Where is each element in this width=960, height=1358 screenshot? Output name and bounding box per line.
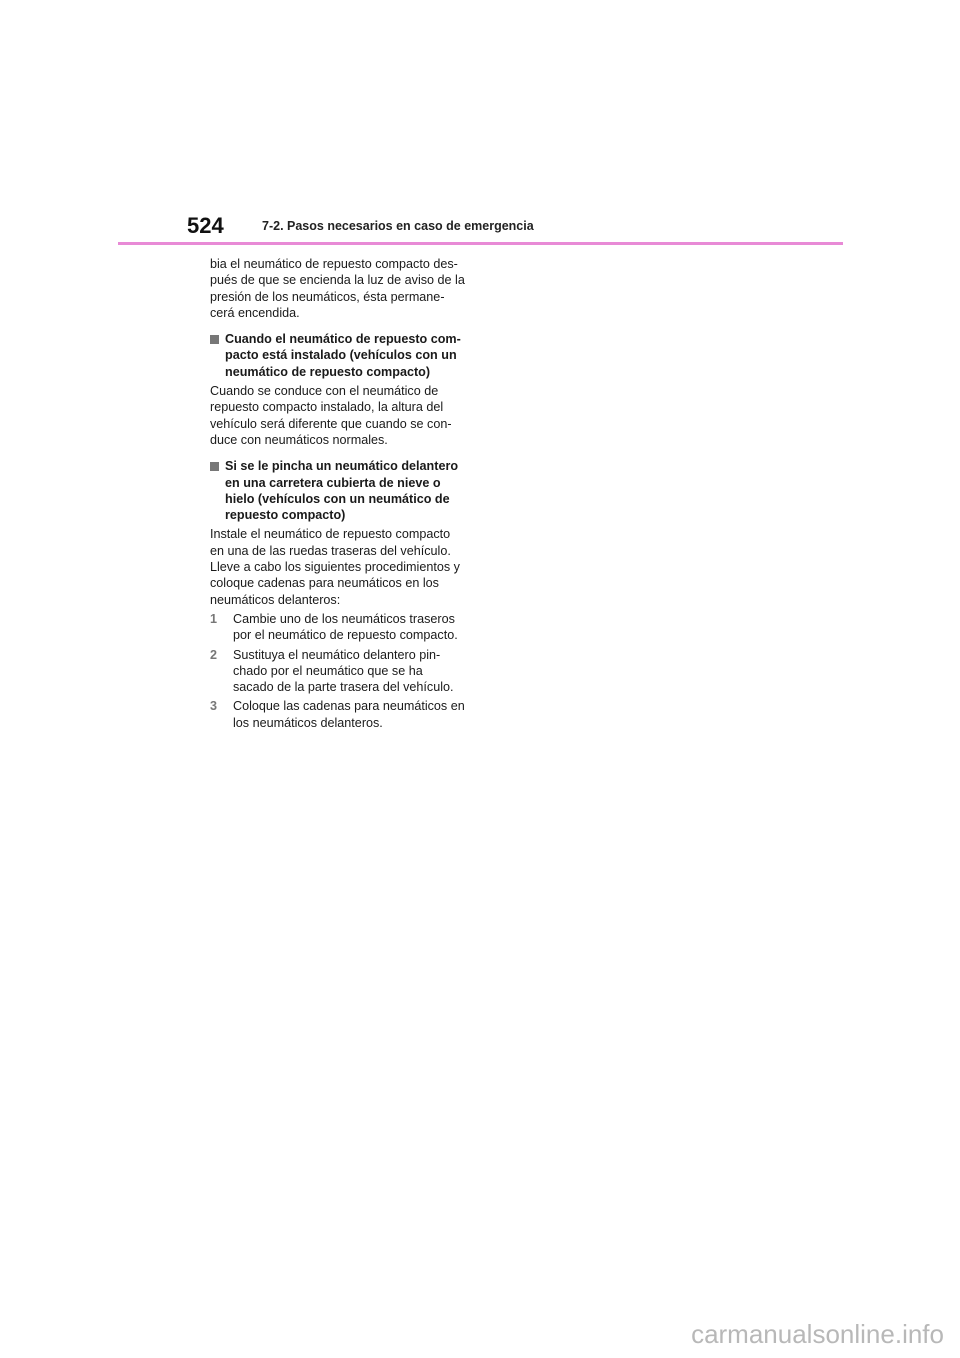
heading-line: en una carretera cubierta de nieve o	[225, 475, 441, 490]
step-line: por el neumático de repuesto compacto.	[233, 628, 458, 643]
body-line: Cuando se conduce con el neumático de	[210, 384, 439, 399]
intro-line: bia el neumático de repuesto compacto des-	[210, 257, 458, 271]
body-line: Lleve a cabo los siguientes procedimientos y	[210, 560, 460, 575]
heading-line: hielo (vehículos con un neumático de	[225, 491, 450, 506]
heading-line: repuesto compacto)	[225, 508, 346, 523]
section-body-snow-puncture	[210, 526, 472, 607]
square-bullet-icon	[210, 462, 219, 471]
body-line: coloque cadenas para neumáticos en los	[210, 576, 439, 591]
section-heading-snow-puncture	[210, 458, 472, 523]
intro-line: pués de que se encienda la luz de aviso de la	[210, 273, 465, 288]
step-line: sacado de la parte trasera del vehículo.	[233, 680, 454, 695]
intro-line: presión de los neumáticos, ésta permane-	[210, 289, 445, 304]
heading-line: Si se le pincha un neumático delantero	[225, 459, 459, 474]
step-line: Sustituya el neumático delantero pin-	[233, 647, 441, 662]
section-title: 7-2. Pasos necesarios en caso de emergencia	[262, 219, 534, 233]
heading-line: pacto está instalado (vehículos con un	[225, 348, 457, 363]
intro-paragraph	[210, 256, 472, 321]
heading-line: Cuando el neumático de repuesto com-	[225, 332, 461, 347]
square-bullet-icon	[210, 335, 219, 344]
step-number: 1	[210, 611, 218, 626]
header-rule	[118, 242, 843, 245]
section-heading-compact-spare	[210, 331, 472, 380]
text-column	[210, 256, 472, 734]
step-number: 2	[210, 647, 218, 662]
body-line: vehículo será diferente que cuando se con-	[210, 416, 452, 431]
step-line: Cambie uno de los neumáticos traseros	[233, 611, 455, 626]
body-line: Instale el neumático de repuesto compacto	[210, 527, 451, 542]
step-2	[210, 647, 472, 696]
step-line: Coloque las cadenas para neumáticos en	[233, 699, 465, 714]
body-line: duce con neumáticos normales.	[210, 432, 388, 447]
body-line: neumáticos delanteros:	[210, 592, 341, 607]
watermark: carmanualsonline.info	[691, 1319, 944, 1349]
step-line: chado por el neumático que se ha	[233, 663, 423, 678]
page-number: 524	[187, 213, 224, 238]
body-line: en una de las ruedas traseras del vehículo.	[210, 543, 451, 558]
section-body-compact-spare	[210, 383, 472, 448]
step-1	[210, 611, 472, 644]
step-line: los neumáticos delanteros.	[233, 715, 383, 730]
step-text	[233, 698, 472, 731]
step-text	[233, 647, 472, 696]
body-line: repuesto compacto instalado, la altura del	[210, 400, 444, 415]
intro-line: cerá encendida.	[210, 305, 300, 320]
heading-line: neumático de repuesto compacto)	[225, 364, 431, 379]
step-number: 3	[210, 699, 218, 714]
step-3	[210, 698, 472, 731]
step-text	[233, 611, 472, 644]
